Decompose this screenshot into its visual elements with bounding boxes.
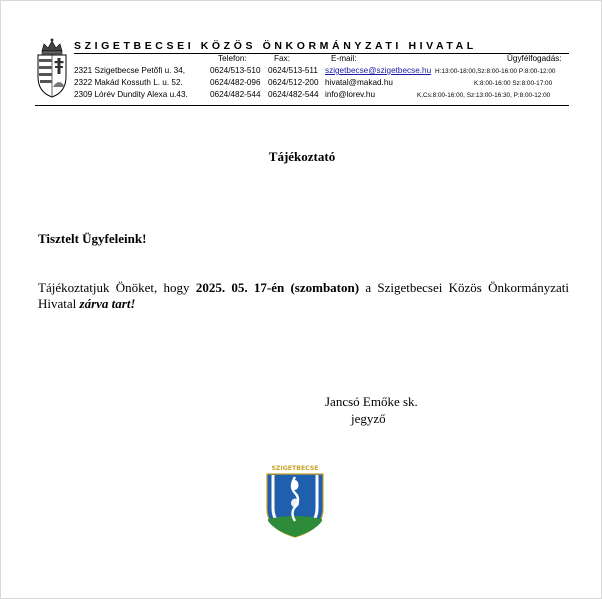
signer-name: Jancsó Emőke sk. — [325, 394, 418, 409]
header-divider — [74, 53, 569, 54]
notice-date: 2025. 05. 17-én (szombaton) — [195, 280, 360, 295]
fax-szigetbecse: 0624/513-511 — [268, 66, 318, 75]
hungarian-coat-of-arms-icon — [35, 37, 69, 99]
notice-text-part2: a Szigetbecsei Közös Önkormányzati Hivatal — [38, 280, 569, 311]
phone-makad: 0624/482-096 — [210, 78, 261, 87]
office-hours-label: Ügyfélfogadás: — [507, 54, 562, 63]
hours-lorev: K,Cs:8:00-16:00, Sz:13:00-16:30, P:8:00-12:00 — [417, 92, 551, 99]
phone-label: Telefon: — [218, 54, 247, 63]
letterhead-bottom-rule — [35, 105, 569, 106]
email-label: E-mail: — [331, 54, 357, 63]
address-szigetbecse: 2321 Szigetbecse Petőfi u. 34, — [74, 66, 186, 75]
email-lorev: info@lorev.hu — [325, 90, 376, 99]
email-link-szigetbecse[interactable]: szigetbecse@szigetbecse.hu — [325, 66, 432, 75]
address-makad: 2322 Makád Kossuth L. u. 52. — [74, 78, 183, 87]
document-title: Tájékoztató — [268, 149, 336, 164]
notice-closed: zárva tart! — [79, 296, 136, 311]
emblem-label: SZIGETBECSE — [271, 465, 319, 472]
notice-text-part1: Tájékoztatjuk Önöket, hogy — [38, 280, 196, 295]
signer-role: jegyző — [351, 411, 386, 426]
fax-makad: 0624/512-200 — [268, 78, 319, 87]
fax-lorev: 0624/482-544 — [268, 90, 319, 99]
address-lorev: 2309 Lórév Dundity Alexa u.43. — [74, 90, 188, 99]
phone-lorev: 0624/482-544 — [210, 90, 261, 99]
hours-makad: K:8:00-16:00 Sz:8:00-17:00 — [474, 80, 553, 87]
hours-szigetbecse: H:13:00-18:00,Sz:8:00-16:00 P:8:00-12:00 — [435, 68, 556, 75]
phone-szigetbecse: 0624/513-510 — [210, 66, 261, 75]
office-name: SZIGETBECSEI KÖZÖS ÖNKORMÁNYZATI HIVATAL — [74, 40, 477, 52]
email-makad: hivatal@makad.hu — [325, 78, 393, 87]
greeting: Tisztelt Ügyfeleink! — [38, 231, 147, 246]
notice-paragraph — [38, 280, 569, 312]
szigetbecse-coat-of-arms-icon — [265, 463, 325, 539]
letterhead — [35, 37, 569, 107]
fax-label: Fax: — [274, 54, 290, 63]
